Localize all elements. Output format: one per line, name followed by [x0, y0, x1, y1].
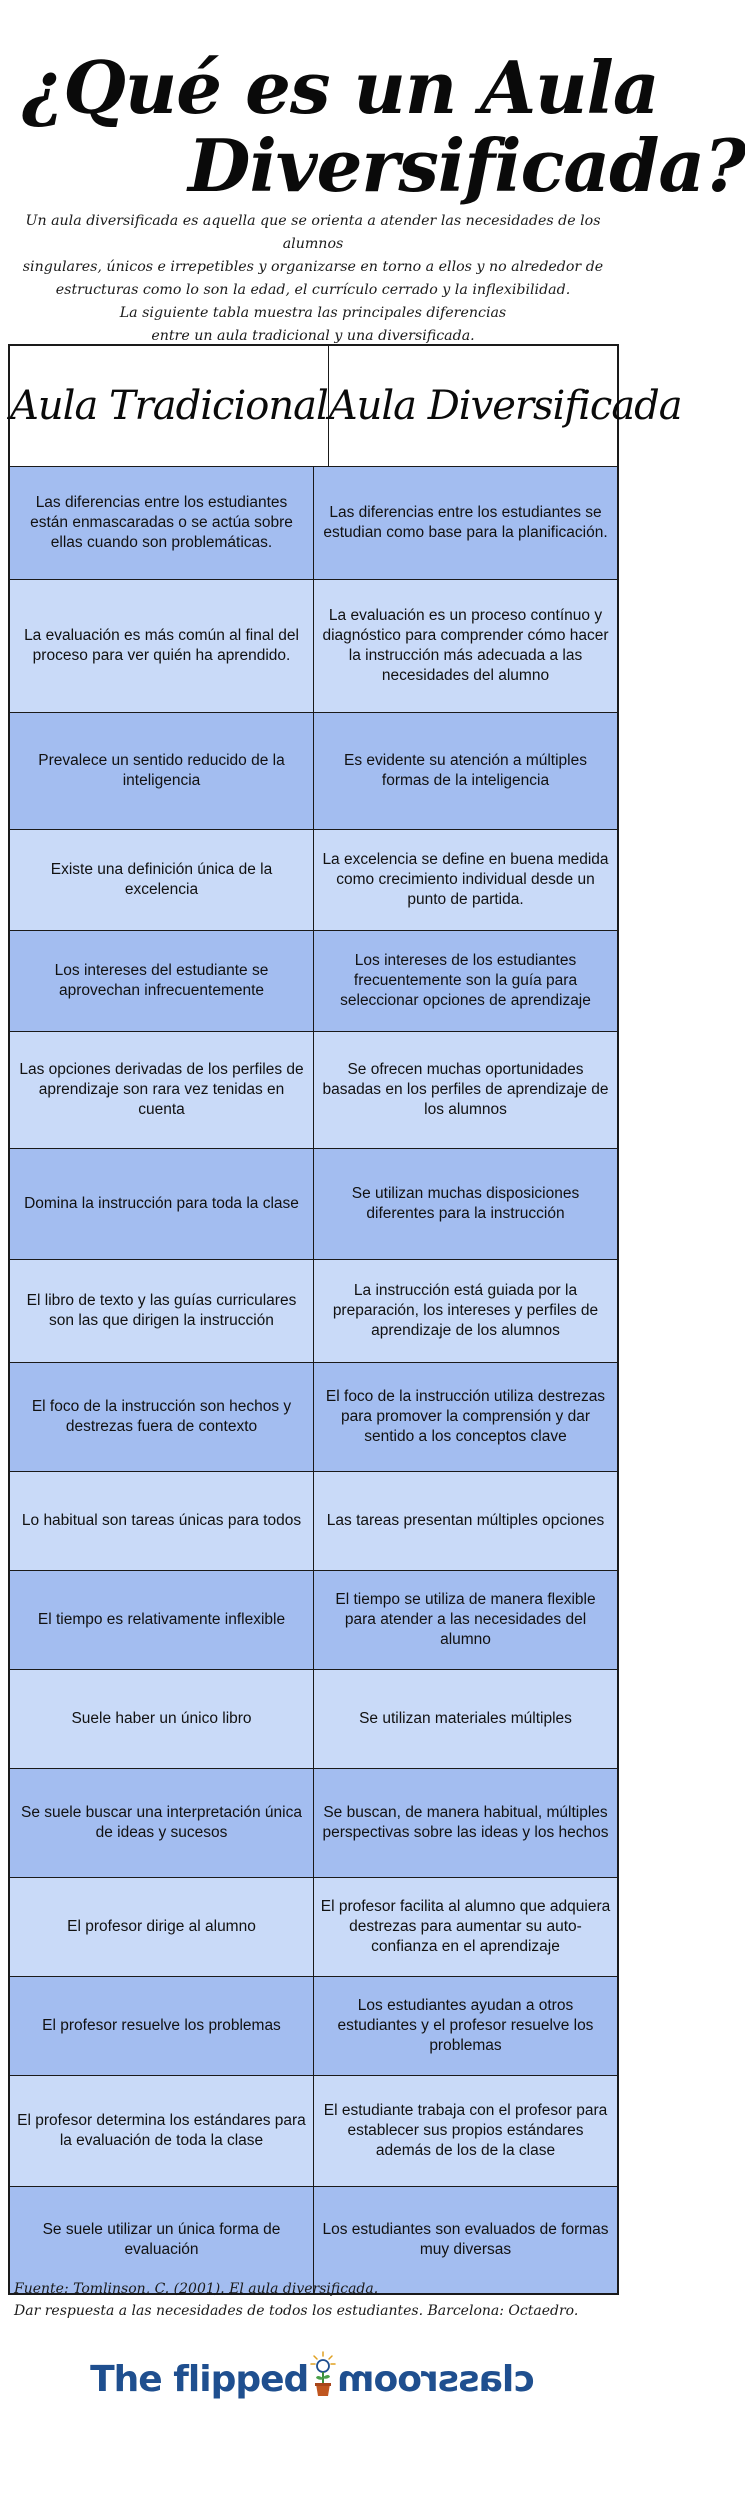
cell-diversificada: El estudiante trabaja con el profesor para establecer sus propios estándares además de los de la clase — [313, 2076, 617, 2186]
table-row — [10, 1363, 617, 1472]
table-row — [10, 1149, 617, 1260]
table-row — [10, 580, 617, 713]
table-row — [10, 1472, 617, 1571]
cell-diversificada: Es evidente su atención a múltiples formas de la inteligencia — [313, 713, 617, 829]
cell-diversificada: Los estudiantes son evaluados de formas muy diversas — [313, 2187, 617, 2293]
page-title-line-1: ¿Qué es un Aula — [22, 45, 659, 130]
lightbulb-plant-icon — [310, 2350, 336, 2400]
intro-line: estructuras como lo son la edad, el currículo cerrado y la inflexibilidad. — [55, 282, 571, 298]
cell-diversificada: Se ofrecen muchas oportunidades basadas en los perfiles de aprendizaje de los alumnos — [313, 1032, 617, 1148]
cell-tradicional: Prevalece un sentido reducido de la inteligencia — [38, 752, 285, 789]
source-line: Dar respuesta a las necesidades de todos los estudiantes. Barcelona: Octaedro. — [14, 2303, 579, 2319]
cell-diversificada: Se utilizan muchas disposiciones diferentes para la instrucción — [313, 1149, 617, 1259]
source-citation — [14, 2278, 614, 2322]
cell-diversificada: La evaluación es un proceso contínuo y diagnóstico para comprender cómo hacer la instrucción más adecuada a las necesidades del alumno — [313, 580, 617, 712]
logo-text-the-flipped: The flipped — [90, 2359, 309, 2400]
table-row — [10, 1878, 617, 1977]
cell-tradicional: Domina la instrucción para toda la clase — [24, 1195, 299, 1212]
cell-diversificada: El foco de la instrucción utiliza destrezas para promover la comprensión y dar sentido a los conceptos clave — [313, 1363, 617, 1471]
cell-tradicional: El foco de la instrucción son hechos y destrezas fuera de contexto — [31, 1398, 292, 1435]
cell-diversificada: El tiempo se utiliza de manera flexible para atender a las necesidades del alumno — [313, 1571, 617, 1669]
cell-diversificada: La excelencia se define en buena medida como crecimiento individual desde un punto de partida. — [313, 830, 617, 930]
intro-line: singulares, únicos e irrepetibles y organizarse en torno a ellos y no alrededor de — [22, 259, 604, 275]
flipped-classroom-logo — [0, 2340, 625, 2400]
header-aula-tradicional: Aula Tradicional — [10, 383, 328, 429]
source-line: Fuente: Tomlinson, C. (2001). El aula diversificada. — [14, 2281, 379, 2297]
cell-diversificada: El profesor facilita al alumno que adquiera destrezas para aumentar su auto-confianza en el aprendizaje — [313, 1878, 617, 1976]
table-row — [10, 1571, 617, 1670]
cell-tradicional: Se suele utilizar un única forma de evaluación — [42, 2221, 281, 2258]
table-row — [10, 1260, 617, 1363]
cell-diversificada: Se utilizan materiales múltiples — [313, 1670, 617, 1768]
cell-tradicional: Las diferencias entre los estudiantes están enmascaradas o se actúa sobre ellas cuando son problemáticas. — [30, 494, 293, 551]
cell-tradicional: El libro de texto y las guías curriculares son las que dirigen la instrucción — [26, 1292, 297, 1329]
table-row — [10, 1670, 617, 1769]
cell-diversificada: La instrucción está guiada por la preparación, los intereses y perfiles de aprendizaje de los alumnos — [313, 1260, 617, 1362]
cell-tradicional: El profesor determina los estándares para la evaluación de toda la clase — [17, 2112, 306, 2149]
header-aula-diversificada: Aula Diversificada — [328, 346, 682, 466]
cell-tradicional: Suele haber un único libro — [71, 1710, 252, 1727]
cell-tradicional: El profesor dirige al alumno — [67, 1918, 256, 1935]
intro-line: Un aula diversificada es aquella que se orienta a atender las necesidades de los alumnos — [25, 213, 601, 252]
intro-text — [18, 210, 608, 348]
cell-tradicional: Existe una definición única de la excelencia — [50, 861, 273, 898]
cell-diversificada: Los estudiantes ayudan a otros estudiantes y el profesor resuelve los problemas — [313, 1977, 617, 2075]
page-title-line-2: Diversificada? — [188, 123, 745, 208]
cell-tradicional: El tiempo es relativamente inflexible — [37, 1611, 286, 1628]
comparison-table — [8, 344, 682, 2295]
cell-tradicional: Los intereses del estudiante se aprovechan infrecuentemente — [54, 962, 269, 999]
table-header — [10, 346, 682, 467]
cell-tradicional: Se suele buscar una interpretación única de ideas y sucesos — [21, 1804, 302, 1841]
table-body — [10, 467, 617, 2293]
cell-diversificada: Los intereses de los estudiantes frecuentemente son la guía para seleccionar opciones de aprendizaje — [313, 931, 617, 1031]
table-row — [10, 830, 617, 931]
table-row — [10, 1032, 617, 1149]
table-row — [10, 931, 617, 1032]
cell-diversificada: Las diferencias entre los estudiantes se estudian como base para la planificación. — [313, 467, 617, 579]
logo-text-classroom: classroom — [338, 2359, 535, 2400]
cell-tradicional: Lo habitual son tareas únicas para todos — [21, 1512, 302, 1529]
intro-line: entre un aula tradicional y una diversificada. — [151, 328, 475, 344]
table-row — [10, 467, 617, 580]
cell-diversificada: Las tareas presentan múltiples opciones — [313, 1472, 617, 1570]
table-row — [10, 1769, 617, 1878]
cell-diversificada: Se buscan, de manera habitual, múltiples perspectivas sobre las ideas y los hechos — [313, 1769, 617, 1877]
cell-tradicional: La evaluación es más común al final del proceso para ver quién ha aprendido. — [24, 627, 299, 664]
cell-tradicional: El profesor resuelve los problemas — [42, 2017, 281, 2034]
table-row — [10, 2076, 617, 2187]
cell-tradicional: Las opciones derivadas de los perfiles de aprendizaje son rara vez tenidas en cuenta — [19, 1061, 304, 1118]
table-row — [10, 1977, 617, 2076]
intro-line: La siguiente tabla muestra las principales diferencias — [119, 305, 507, 321]
table-row — [10, 713, 617, 830]
